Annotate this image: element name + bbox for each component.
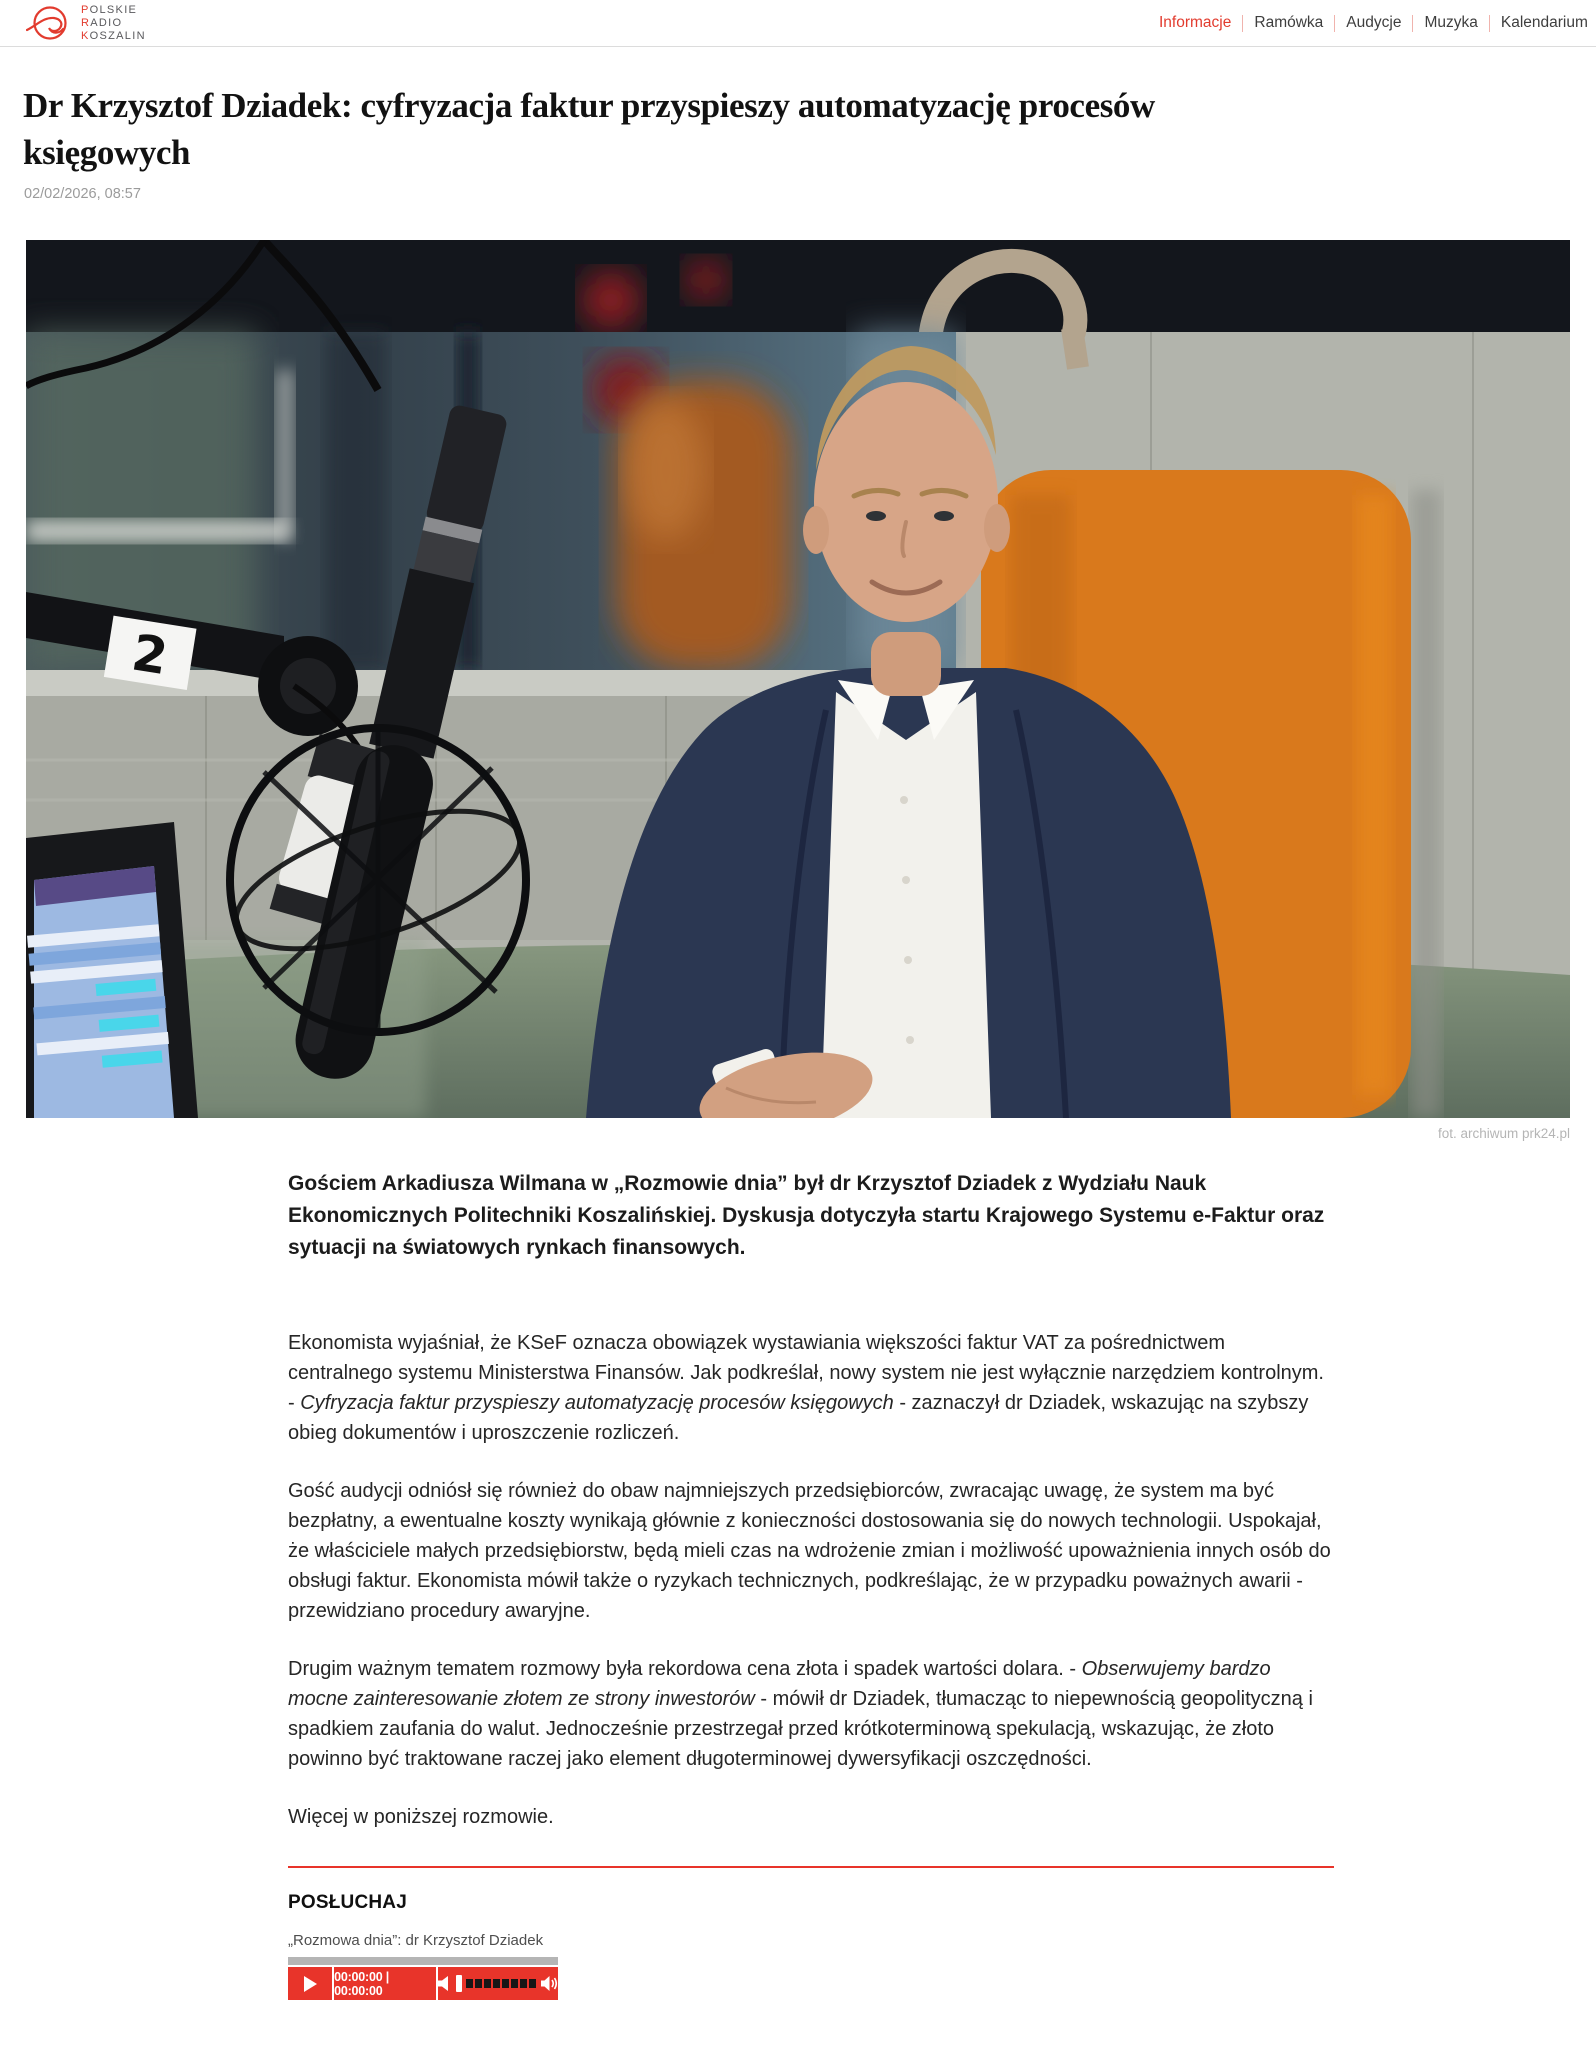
audio-track-title: „Rozmowa dnia”: dr Krzysztof Dziadek [288, 1932, 544, 1949]
article-paragraph: Gość audycji odniósł się również do obaw najmniejszych przedsiębiorców, zwracając uwagę, że system ma być bezpłatny, a ewentualne koszty wynikają głównie z konieczności dostosowania się do nowych technologii. Uspokajał, że właściciele małych przedsiębiorstw, będą mieli czas na wdrożenie zmian i możliwość upoważnienia innych osób do obsługi faktur. Ekonomista mówił także o ryzykach technicznych, podkreślając, że w przypadku poważnych awarii - przewidziano procedury awaryjne. [288, 1480, 1331, 1622]
nav-item-audycje[interactable]: Audycje [1346, 14, 1402, 31]
logo-text [81, 4, 146, 43]
article-photo [26, 240, 1570, 1118]
nav-item-ramowka[interactable]: Ramówka [1254, 14, 1324, 31]
logo-line-rest: ADIO [90, 16, 123, 29]
article-date: 02/02/2026, 08:57 [24, 186, 141, 202]
radio-wave-logo-icon [26, 3, 72, 43]
logo-line-initial: R [81, 16, 91, 29]
listen-heading: POSŁUCHAJ [288, 1892, 407, 1913]
article-lead: Gościem Arkadiusza Wilmana w „Rozmowie dnia” był dr Krzysztof Dziadek z Wydziału Nauk Ekonomicznych Politechniki Koszalińskiej. Dyskusja dotyczyła startu Krajowego Systemu e-Faktur oraz sytuacji na światowych rynkach finansowych. [288, 1172, 1325, 1259]
logo-line-rest: OSZALIN [89, 29, 146, 42]
main-nav [1148, 0, 1596, 46]
seek-bar[interactable] [288, 1957, 558, 1965]
player-controls [288, 1967, 558, 2000]
page-title: Dr Krzysztof Dziadek: cyfryzacja faktur przyspieszy automatyzację procesów księgowych [23, 86, 1155, 172]
volume-slider-handle[interactable] [456, 1975, 462, 1992]
section-divider [288, 1866, 1334, 1868]
photo-caption: fot. archiwum prk24.pl [1437, 1126, 1570, 1141]
play-icon [304, 1976, 317, 1992]
article-paragraph: Więcej w poniższej rozmowie. [288, 1806, 554, 1828]
logo-line-rest: OLSKIE [89, 3, 138, 16]
time-display: 00:00:00 | 00:00:00 [334, 1969, 390, 1998]
site-logo[interactable] [26, 3, 146, 43]
article-body [288, 1168, 1334, 2000]
studio-monitor [26, 822, 198, 1118]
nav-item-muzyka[interactable]: Muzyka [1424, 14, 1478, 31]
logo-line-initial: P [81, 3, 90, 16]
article-paragraph: Drugim ważnym tematem rozmowy była rekordowa cena złota i spadek wartości dolara. - Obserwujemy bardzo mocne zainteresowanie złotem ze strony inwestorów - mówił dr Dziadek, tłumacząc to niepewnością geopolityczną i spadkiem zaufania do walut. Jednocześnie przestrzegał przed krótkoterminową spekulacją, wskazując, że złoto powinno być traktowane raczej jako element długoterminowej dywersyfikacji oszczędności. [288, 1658, 1313, 1770]
volume-controls [438, 1967, 558, 2000]
volume-down-icon[interactable] [438, 1976, 451, 1991]
logo-line-initial: K [81, 29, 90, 42]
nav-item-informacje[interactable]: Informacje [1159, 14, 1232, 31]
article-paragraph: Ekonomista wyjaśniał, że KSeF oznacza obowiązek wystawiania większości faktur VAT za pośrednictwem centralnego systemu Ministerstwa Finansów. Jak podkreślał, nowy system nie jest wyłącznie narzędziem kontrolnym. - Cyfryzacja faktur przyspieszy automatyzację procesów księgowych - zaznaczył dr Dziadek, wskazując na szybszy obieg dokumentów i uproszczenie rozliczeń. [288, 1332, 1324, 1444]
site-header [0, 0, 1596, 47]
volume-level-bars[interactable] [466, 1979, 536, 1988]
audio-player [288, 1957, 558, 2000]
play-button[interactable] [288, 1967, 332, 2000]
nav-item-kalendarium[interactable]: Kalendarium [1500, 14, 1588, 31]
mic-arm-label: 2 [128, 623, 172, 687]
volume-up-icon[interactable] [541, 1976, 558, 1991]
